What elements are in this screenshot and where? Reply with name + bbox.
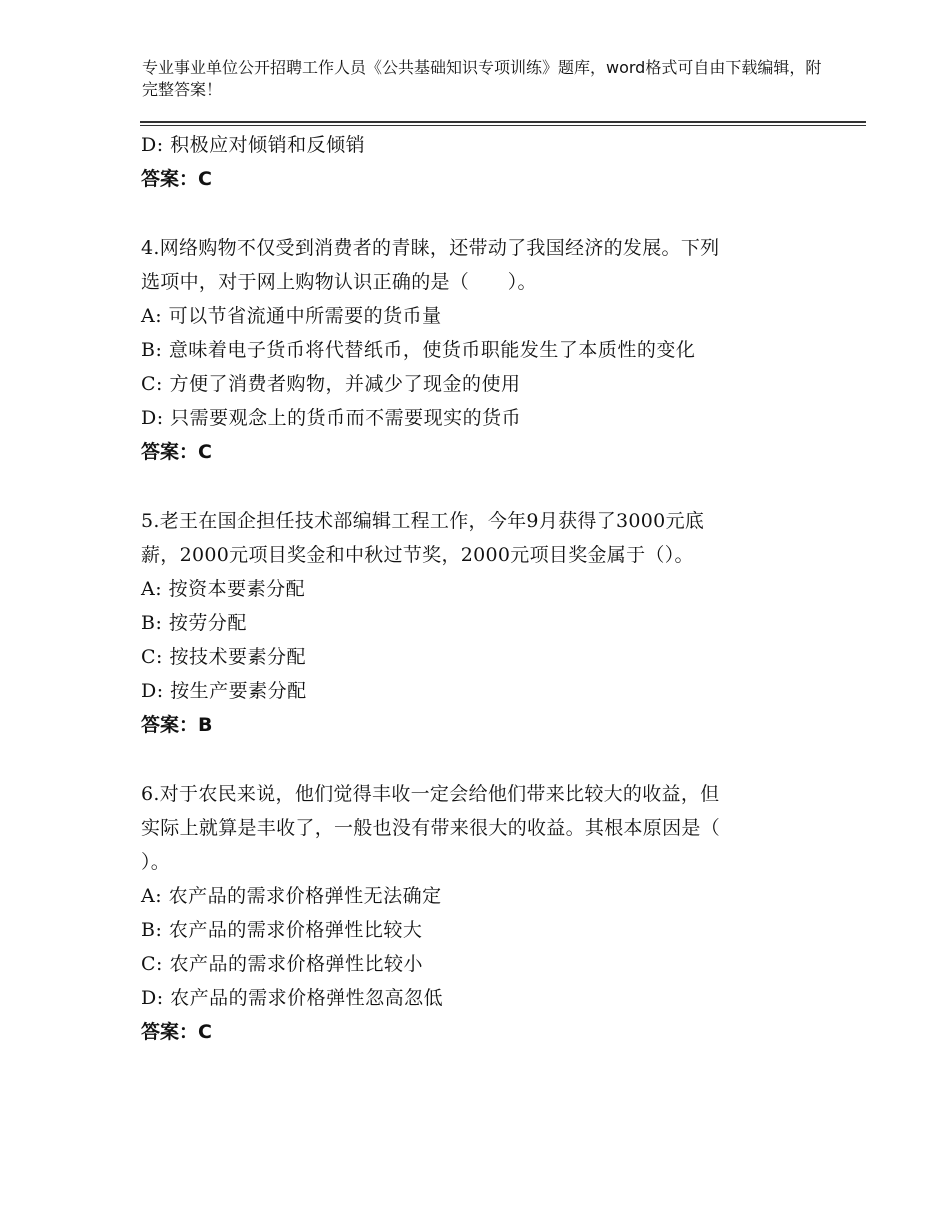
answer-line: 答案：B	[141, 714, 213, 736]
option-d: D: 只需要观念上的货币而不需要现实的货币	[141, 407, 522, 429]
question-content	[141, 128, 841, 1049]
option-a: A: 按资本要素分配	[141, 578, 306, 600]
option-b: B: 按劳分配	[141, 612, 247, 634]
option-b: B: 意味着电子货币将代替纸币，使货币职能发生了本质性的变化	[141, 339, 696, 361]
question-stem-line: 薪，2000元项目奖金和中秋过节奖，2000元项目奖金属于（）。	[141, 544, 694, 566]
header-rule	[140, 121, 866, 123]
question-stem-line: ）。	[141, 851, 171, 873]
answer-line: 答案：C	[141, 441, 212, 463]
option-c: C: 农产品的需求价格弹性比较小	[141, 953, 423, 975]
answer-line: 答案：C	[141, 1021, 212, 1043]
question-stem-line: 5.老王在国企担任技术部编辑工程工作，今年9月获得了3000元底	[141, 510, 705, 532]
question-stem-line: 6.对于农民来说，他们觉得丰收一定会给他们带来比较大的收益，但	[141, 783, 720, 805]
option-c: C: 方便了消费者购物，并减少了现金的使用	[141, 373, 521, 395]
question-4	[141, 231, 841, 469]
option-d: D: 按生产要素分配	[141, 680, 307, 702]
option-b: B: 农产品的需求价格弹性比较大	[141, 919, 423, 941]
option-d: D: 农产品的需求价格弹性忽高忽低	[141, 987, 444, 1009]
option-d: D: 积极应对倾销和反倾销	[141, 134, 366, 156]
question-5	[141, 504, 841, 742]
option-a: A: 农产品的需求价格弹性无法确定	[141, 885, 442, 907]
option-a: A: 可以节省流通中所需要的货币量	[141, 305, 442, 327]
question-stem-line: 选项中，对于网上购物认识正确的是（ ）。	[141, 271, 537, 293]
option-c: C: 按技术要素分配	[141, 646, 306, 668]
question-6	[141, 777, 841, 1049]
header-rule-thin	[140, 125, 866, 126]
answer-line: 答案：C	[141, 168, 212, 190]
document-header: 专业事业单位公开招聘工作人员《公共基础知识专项训练》题库，word格式可自由下载编辑，附完整答案！	[142, 58, 822, 99]
question-stem-line: 4.网络购物不仅受到消费者的青睐，还带动了我国经济的发展。下列	[141, 237, 720, 259]
question-stem-line: 实际上就算是丰收了，一般也没有带来很大的收益。其根本原因是（	[141, 817, 721, 839]
